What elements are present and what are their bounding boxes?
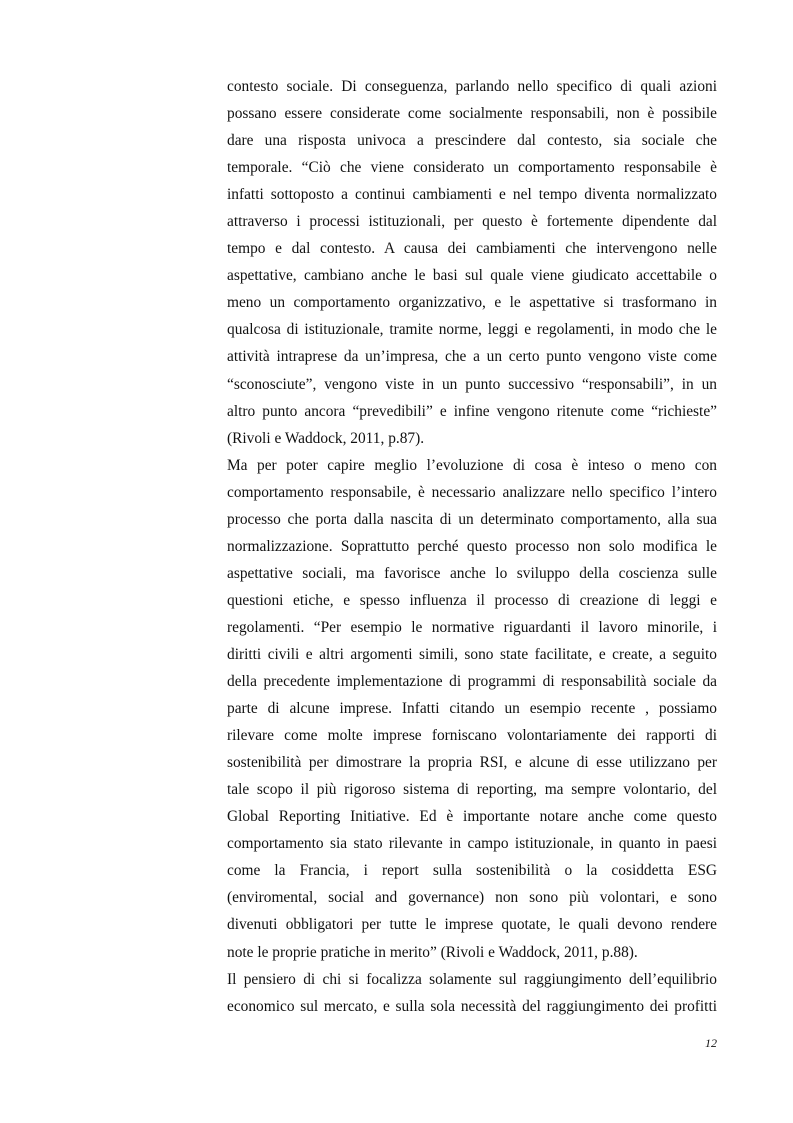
text-line: possano essere considerate come socialmente responsabili, non è possibile	[227, 105, 717, 123]
text-line: questioni etiche, e spesso influenza il processo di creazione di leggi e	[227, 591, 717, 609]
text-line: dare una risposta univoca a prescindere dal contesto, sia sociale che	[227, 132, 717, 150]
text-line: aspettative sociali, ma favorisce anche lo sviluppo della coscienza sulle	[227, 564, 717, 582]
paragraph-2	[227, 452, 717, 966]
text-line: temporale. “Ciò che viene considerato un comportamento responsabile è	[227, 159, 717, 177]
paragraph-3	[227, 966, 717, 1020]
text-line: attività intraprese da un’impresa, che a un certo punto vengono viste come	[227, 348, 717, 366]
text-line: note le proprie pratiche in merito” (Rivoli e Waddock, 2011, p.88).	[227, 943, 638, 961]
text-line: infatti sottoposto a continui cambiamenti e nel tempo diventa normalizzato	[227, 186, 717, 204]
text-line: divenuti obbligatori per tutte le imprese quotate, le quali devono rendere	[227, 916, 717, 934]
text-line: contesto sociale. Di conseguenza, parlando nello specifico di quali azioni	[227, 78, 717, 95]
text-line: Il pensiero di chi si focalizza solamente sul raggiungimento dell’equilibrio	[227, 970, 717, 988]
text-line: sostenibilità per dimostrare la propria RSI, e alcune di esse utilizzano per	[227, 754, 717, 772]
text-line: (enviromental, social and governance) non sono più volontari, e sono	[227, 889, 717, 907]
text-line: Ma per poter capire meglio l’evoluzione di cosa è inteso o meno con	[227, 456, 717, 474]
text-line: attraverso i processi istituzionali, per questo è fortemente dipendente dal	[227, 213, 717, 231]
text-line: parte di alcune imprese. Infatti citando un esempio recente , possiamo	[227, 700, 717, 718]
text-line: meno un comportamento organizzativo, e le aspettative si trasformano in	[227, 294, 717, 312]
text-line: economico sul mercato, e sulla sola necessità del raggiungimento dei profitti	[227, 997, 717, 1015]
text-line: comportamento sia stato rilevante in campo istituzionale, in quanto in paesi	[227, 835, 717, 853]
text-line: Global Reporting Initiative. Ed è importante notare anche come questo	[227, 808, 717, 826]
body-text	[227, 73, 717, 1020]
text-line: tale scopo il più rigoroso sistema di reporting, ma sempre volontario, del	[227, 781, 717, 799]
text-line: normalizzazione. Soprattutto perché questo processo non solo modifica le	[227, 537, 717, 555]
text-line: aspettative, cambiano anche le basi sul quale viene giudicato accettabile o	[227, 267, 717, 285]
text-line: regolamenti. “Per esempio le normative riguardanti il lavoro minorile, i	[227, 618, 717, 636]
text-line: comportamento responsabile, è necessario analizzare nello specifico l’intero	[227, 483, 717, 501]
text-line: “sconosciute”, vengono viste in un punto successivo “responsabili”, in un	[227, 375, 717, 393]
text-line: (Rivoli e Waddock, 2011, p.87).	[227, 429, 425, 447]
text-line: altro punto ancora “prevedibili” e infine vengono ritenute come “richieste”	[227, 402, 717, 420]
text-line: processo che porta dalla nascita di un determinato comportamento, alla sua	[227, 510, 717, 528]
text-line: qualcosa di istituzionale, tramite norme, leggi e regolamenti, in modo che le	[227, 321, 717, 339]
paragraph-1	[227, 73, 717, 452]
page-number: 12	[705, 1036, 717, 1050]
text-line: tempo e dal contesto. A causa dei cambiamenti che intervengono nelle	[227, 240, 717, 258]
text-line: come la Francia, i report sulla sostenibilità o la cosiddetta ESG	[227, 862, 717, 880]
text-line: della precedente implementazione di programmi di responsabilità sociale da	[227, 673, 717, 691]
text-line: diritti civili e altri argomenti simili, sono state facilitate, e create, a seguito	[227, 645, 717, 663]
text-line: rilevare come molte imprese forniscano volontariamente dei rapporti di	[227, 727, 717, 745]
